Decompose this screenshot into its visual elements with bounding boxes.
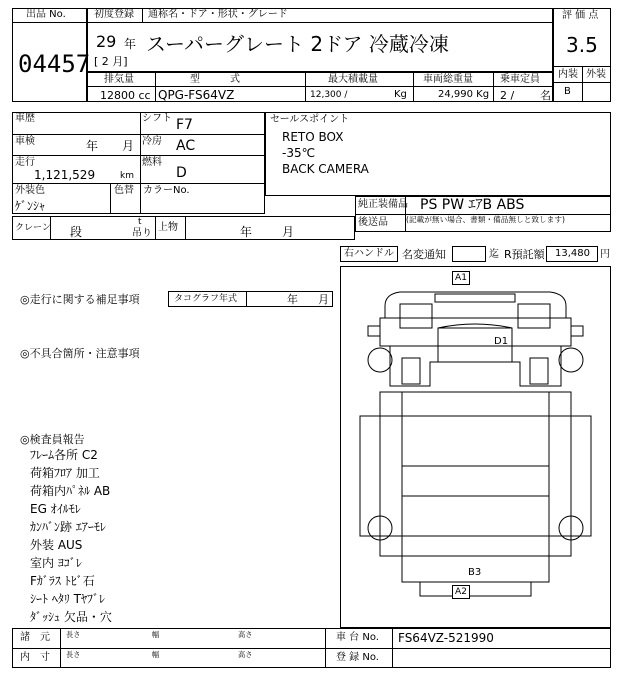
color-change-label: 色替	[114, 185, 134, 196]
registration-number-label: 登 録 No.	[336, 652, 379, 663]
max-load-unit: Kg	[394, 89, 407, 100]
crane-label: クレーン	[15, 223, 51, 233]
interior-grade: B	[564, 86, 571, 97]
inspection-month-unit: 月	[122, 139, 135, 153]
aftermarket-label: 後送品	[358, 217, 388, 228]
sales-point-3: BACK CAMERA	[282, 162, 369, 176]
rhd-label: 右ハンドル	[344, 248, 394, 259]
inspection-label: 車検	[15, 136, 35, 147]
upper-month-unit: 月	[282, 225, 295, 239]
inspector-report-label: ◎検査員報告	[20, 433, 85, 446]
dims-label: 諸 元	[20, 632, 50, 643]
crane-box	[12, 216, 355, 240]
ext-color-value: ｹﾞﾝｼｬ	[15, 199, 46, 213]
upper-year-unit: 年	[240, 225, 253, 239]
inspector-item: ｼｰﾄ ﾍﾀﾘ Tﾔﾌﾞﾚ	[30, 592, 105, 606]
inspection-year-unit: 年	[86, 139, 99, 153]
inspector-item: 荷箱ﾌﾛｱ 加工	[30, 466, 100, 480]
inspector-item: Fｶﾞﾗｽ ﾄﾋﾞ石	[30, 574, 95, 588]
inner-height-label: 高さ	[238, 651, 253, 660]
upper-body-label: 上物	[158, 222, 178, 233]
score-value: 3.5	[566, 33, 598, 57]
diagram-mark-d1: D1	[494, 336, 509, 347]
lot-number: 04457	[18, 50, 91, 78]
ext-color-label: 外装色	[15, 185, 45, 196]
mileage-value: 1,121,529	[34, 168, 96, 182]
registration-month: [ 2 月]	[94, 55, 128, 68]
tacho-label: タコグラフ年式	[174, 294, 238, 304]
crane-hoist: 吊り	[132, 228, 152, 239]
sales-points-label: セールスポイント	[270, 114, 350, 125]
lot-number-label: 出品 No.	[26, 9, 66, 20]
dims-length-label: 長さ	[66, 631, 81, 640]
model-label: 型 式	[190, 74, 240, 85]
score-label: 評 価 点	[562, 10, 599, 21]
inner-dims-label: 内 寸	[20, 652, 50, 663]
registration-year: 29	[96, 32, 117, 51]
exterior-label: 外装	[586, 69, 606, 80]
inspector-item: ﾀﾞｯｼｭ 欠品・穴	[30, 610, 112, 624]
name-change-box	[452, 246, 486, 262]
inspector-item: EG ｵｲﾙﾓﾚ	[30, 502, 81, 516]
chassis-label: 車 台 No.	[336, 632, 379, 643]
car-name: スーパーグレート 2ドア 冷蔵冷凍	[146, 32, 449, 56]
inspector-item: ｶﾝﾊﾞﾝ跡 ｴｱｰﾓﾚ	[30, 520, 106, 534]
ac-value: AC	[176, 138, 196, 154]
defects-label: ◎不具合箇所・注意事項	[20, 347, 140, 360]
tacho-year-unit: 年	[287, 293, 298, 306]
inner-length-label: 長さ	[66, 651, 81, 660]
inspector-item: 荷箱内ﾊﾟﾈﾙ AB	[30, 484, 111, 498]
history-label: 車歴	[15, 113, 35, 124]
displacement-value: 12800 cc	[100, 89, 151, 102]
max-load-value: 12,300 /	[310, 90, 348, 100]
chassis-number: FS64VZ-521990	[398, 631, 494, 645]
max-load-label: 最大積載量	[328, 74, 378, 85]
name-change-label: 名変通知	[402, 248, 446, 261]
tacho-month-unit: 月	[318, 293, 329, 306]
first-registration-label: 初度登録	[94, 9, 134, 20]
inspector-item: 外装 AUS	[30, 538, 83, 552]
inspector-item: 室内 ﾖｺﾞﾚ	[30, 556, 82, 570]
capacity-label: 乗車定員	[500, 74, 540, 85]
std-equipment-label: 純正装備品	[358, 199, 408, 210]
name-change-date: 迄	[489, 249, 499, 260]
shift-label: シフト	[142, 113, 172, 124]
shift-value: F7	[176, 117, 193, 133]
model-code: QPG-FS64VZ	[158, 88, 235, 102]
registration-year-unit: 年	[124, 37, 137, 51]
recycle-amount: 13,480	[555, 248, 590, 259]
specs-box	[12, 112, 265, 214]
crane-tons: t	[138, 217, 142, 227]
inspector-item: ﾌﾚｰﾑ各所 C2	[30, 448, 98, 462]
capacity-value: 2 /	[500, 89, 515, 102]
color-number-label: カラーNo.	[143, 185, 190, 196]
capacity-unit: 名	[540, 89, 551, 102]
inner-width-label: 幅	[152, 651, 160, 660]
driving-notes-label: ◎走行に関する補足事項	[20, 293, 140, 306]
ac-label: 冷房	[142, 136, 162, 147]
dims-width-label: 幅	[152, 631, 160, 640]
recycle-unit: 円	[600, 249, 610, 260]
mileage-label: 走行	[15, 157, 35, 168]
aftermarket-note: (記載が無い場合、書類・備品無しと致します)	[406, 216, 565, 225]
gross-weight-value: 24,990 Kg	[438, 89, 490, 100]
crane-stage: 段	[70, 225, 83, 239]
gross-weight-label: 車両総重量	[423, 74, 473, 85]
sales-point-1: RETO BOX	[282, 130, 344, 144]
fuel-value: D	[176, 165, 187, 181]
recycle-label: R預託額	[504, 248, 545, 261]
sales-point-2: -35℃	[282, 146, 316, 160]
displacement-label: 排気量	[104, 74, 134, 85]
dims-height-label: 高さ	[238, 631, 253, 640]
diagram-mark-a2: A2	[452, 585, 470, 599]
car-name-label: 通称名・ドア・形状・グレード	[148, 9, 288, 20]
std-equipment-value: PS PW ｴｱB ABS	[420, 197, 525, 213]
interior-label: 内装	[558, 69, 578, 80]
diagram-mark-b3: B3	[468, 567, 482, 578]
fuel-label: 燃料	[142, 157, 162, 168]
diagram-mark-a1: A1	[452, 271, 470, 285]
mileage-unit: km	[120, 171, 134, 181]
